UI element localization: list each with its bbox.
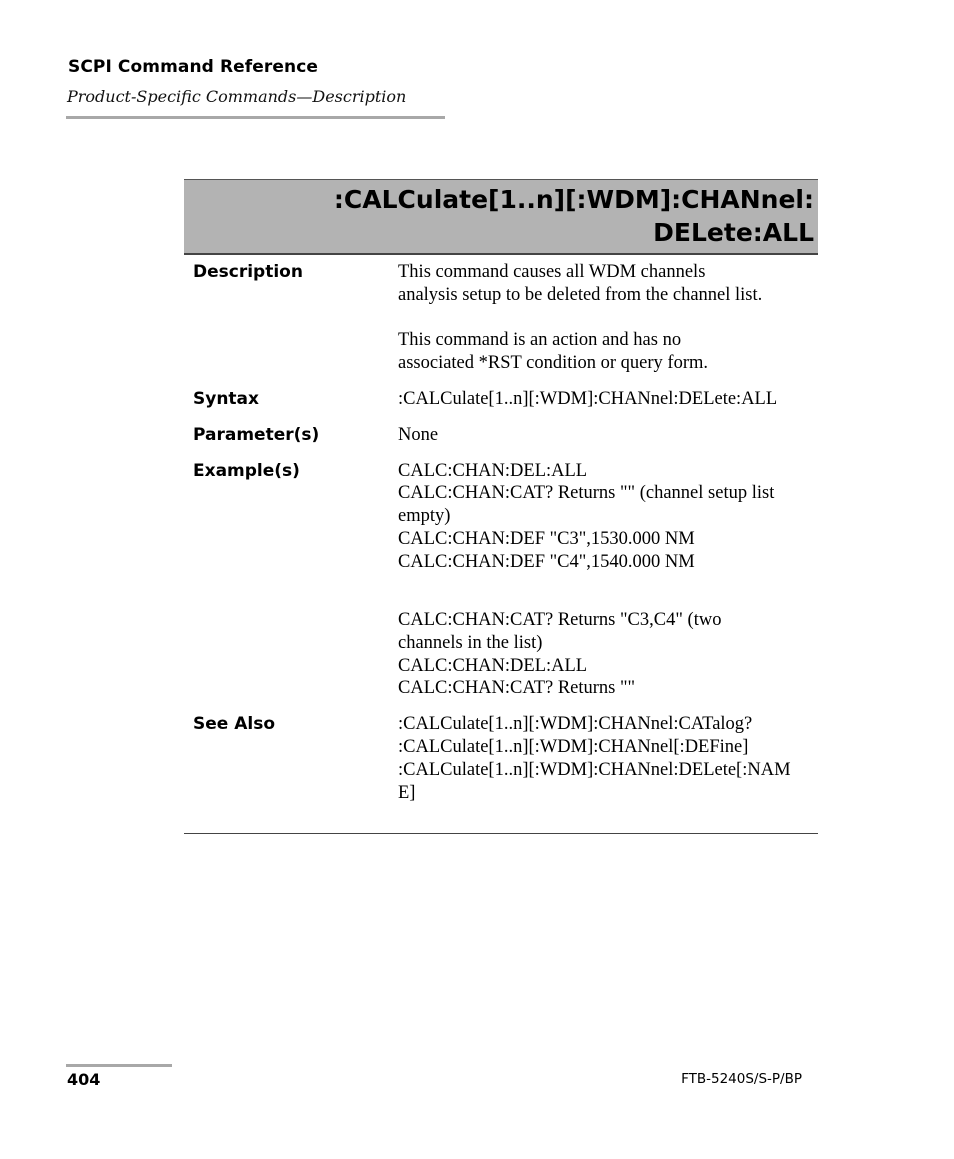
command-name-line1: :CALCulate[1..n][:WDM]:CHANnel: — [333, 185, 814, 214]
table-end-divider — [184, 833, 818, 834]
see-also-line: E] — [398, 783, 416, 803]
section-title: SCPI Command Reference — [68, 57, 319, 77]
see-also-line: :CALCulate[1..n][:WDM]:CHANnel[:DEFine] — [398, 737, 749, 757]
example-line: CALC:CHAN:CAT? Returns "C3,C4" (two — [398, 610, 722, 630]
page-number: 404 — [67, 1070, 101, 1089]
parameters-value: None — [398, 425, 439, 445]
section-subtitle: Product-Specific Commands—Description — [67, 87, 407, 106]
description-label: Description — [193, 262, 303, 282]
syntax-label: Syntax — [193, 389, 259, 409]
command-title-box — [184, 179, 818, 255]
description-line: analysis setup to be deleted from the channel list. — [398, 285, 763, 305]
product-model: FTB-5240S/S-P/BP — [681, 1071, 802, 1087]
example-line: channels in the list) — [398, 633, 543, 653]
example-line: CALC:CHAN:DEL:ALL — [398, 461, 588, 481]
header-divider — [66, 116, 445, 119]
description-line: This command causes all WDM channels — [398, 262, 706, 282]
example-line: CALC:CHAN:DEL:ALL — [398, 656, 588, 676]
example-line: CALC:CHAN:DEF "C4",1540.000 NM — [398, 552, 695, 572]
example-line: CALC:CHAN:CAT? Returns "" — [398, 678, 636, 698]
parameters-label: Parameter(s) — [193, 425, 320, 445]
syntax-value: :CALCulate[1..n][:WDM]:CHANnel:DELete:ALL — [398, 389, 778, 409]
examples-label: Example(s) — [193, 461, 300, 481]
see-also-line: :CALCulate[1..n][:WDM]:CHANnel:CATalog? — [398, 714, 753, 734]
example-line: CALC:CHAN:CAT? Returns "" (channel setup list — [398, 483, 775, 503]
description-line: This command is an action and has no — [398, 330, 682, 350]
description-line: associated *RST condition or query form. — [398, 353, 708, 373]
example-line: CALC:CHAN:DEF "C3",1530.000 NM — [398, 529, 695, 549]
command-name-line2: DELete:ALL — [653, 218, 814, 247]
footer-divider — [66, 1064, 172, 1067]
see-also-line: :CALCulate[1..n][:WDM]:CHANnel:DELete[:NAM — [398, 760, 791, 780]
example-line: empty) — [398, 506, 451, 526]
see-also-label: See Also — [193, 714, 276, 734]
